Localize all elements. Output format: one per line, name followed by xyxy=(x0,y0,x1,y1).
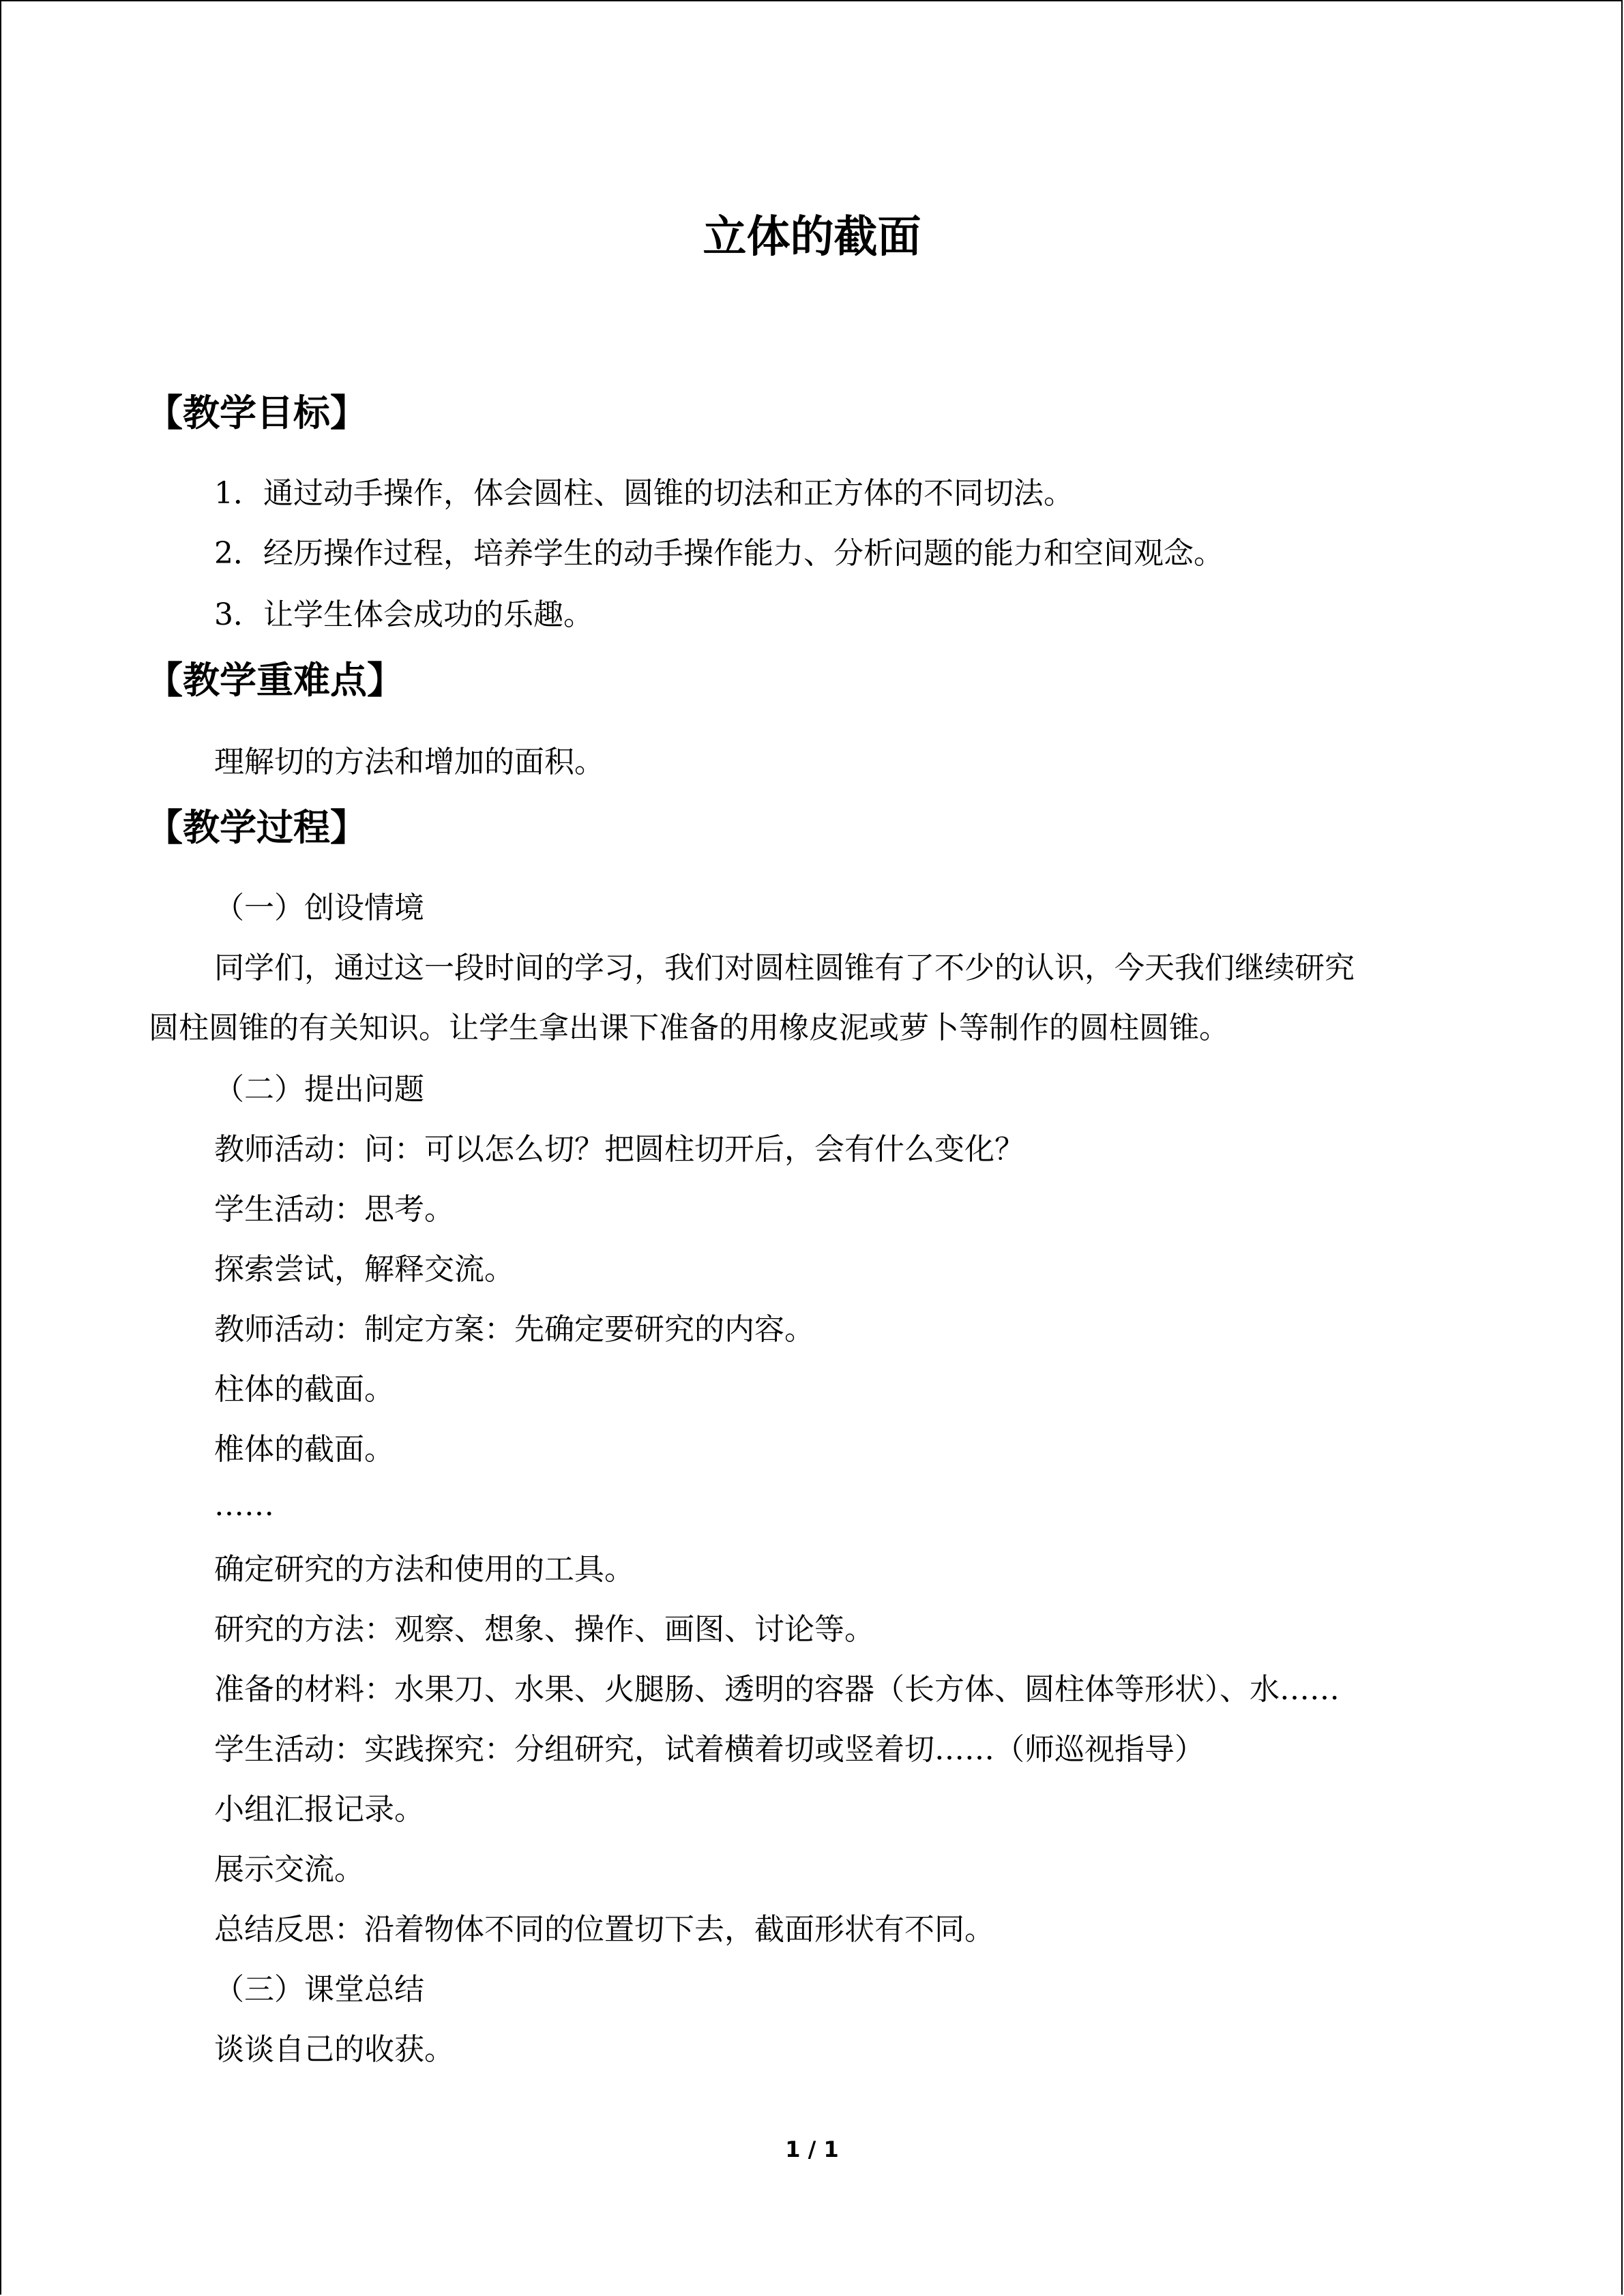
process-line-18: 总结反思：沿着物体不同的位置切下去，截面形状有不同。 xyxy=(214,1912,994,1947)
process-line-4: （二）提出问题 xyxy=(214,1072,424,1107)
process-line-9: 柱体的截面。 xyxy=(214,1372,394,1407)
process-line-20: 谈谈自己的收获。 xyxy=(214,2032,454,2067)
goal-item-2: 2．经历操作过程，培养学生的动手操作能力、分析问题的能力和空间观念。 xyxy=(214,536,1224,571)
process-line-10: 椎体的截面。 xyxy=(214,1432,394,1467)
process-line-1: （一）创设情境 xyxy=(214,891,424,925)
section-heading-key-points: 【教学重难点】 xyxy=(146,659,404,702)
process-line-3: 圆柱圆锥的有关知识。让学生拿出课下准备的用橡皮泥或萝卜等制作的圆柱圆锥。 xyxy=(149,1011,1229,1045)
section-heading-goals: 【教学目标】 xyxy=(146,391,367,434)
goal-item-1: 1．通过动手操作，体会圆柱、圆锥的切法和正方体的不同切法。 xyxy=(214,476,1074,511)
process-line-19: （三）课堂总结 xyxy=(214,1972,424,2007)
process-line-6: 学生活动：思考。 xyxy=(214,1192,454,1227)
process-line-5: 教师活动：问：可以怎么切？把圆柱切开后，会有什么变化？ xyxy=(214,1132,1024,1167)
process-line-16: 小组汇报记录。 xyxy=(214,1792,424,1827)
process-line-2: 同学们，通过这一段时间的学习，我们对圆柱圆锥有了不少的认识，今天我们继续研究 xyxy=(214,951,1355,985)
process-line-17: 展示交流。 xyxy=(214,1852,364,1887)
process-line-8: 教师活动：制定方案：先确定要研究的内容。 xyxy=(214,1312,814,1347)
document-title: 立体的截面 xyxy=(703,212,921,263)
process-line-11: …… xyxy=(214,1488,274,1523)
process-line-14: 准备的材料：水果刀、水果、火腿肠、透明的容器（长方体、圆柱体等形状）、水…… xyxy=(214,1672,1340,1707)
process-line-13: 研究的方法：观察、想象、操作、画图、讨论等。 xyxy=(214,1612,874,1647)
goal-item-3: 3．让学生体会成功的乐趣。 xyxy=(214,597,593,632)
section-heading-process: 【教学过程】 xyxy=(146,806,367,849)
page-number: 1 / 1 xyxy=(785,2136,839,2162)
process-line-15: 学生活动：实践探究：分组研究，试着横着切或竖着切……（师巡视指导） xyxy=(214,1732,1205,1767)
key-points-text: 理解切的方法和增加的面积。 xyxy=(214,745,604,779)
process-line-7: 探索尝试，解释交流。 xyxy=(214,1252,514,1287)
process-line-12: 确定研究的方法和使用的工具。 xyxy=(214,1552,634,1587)
